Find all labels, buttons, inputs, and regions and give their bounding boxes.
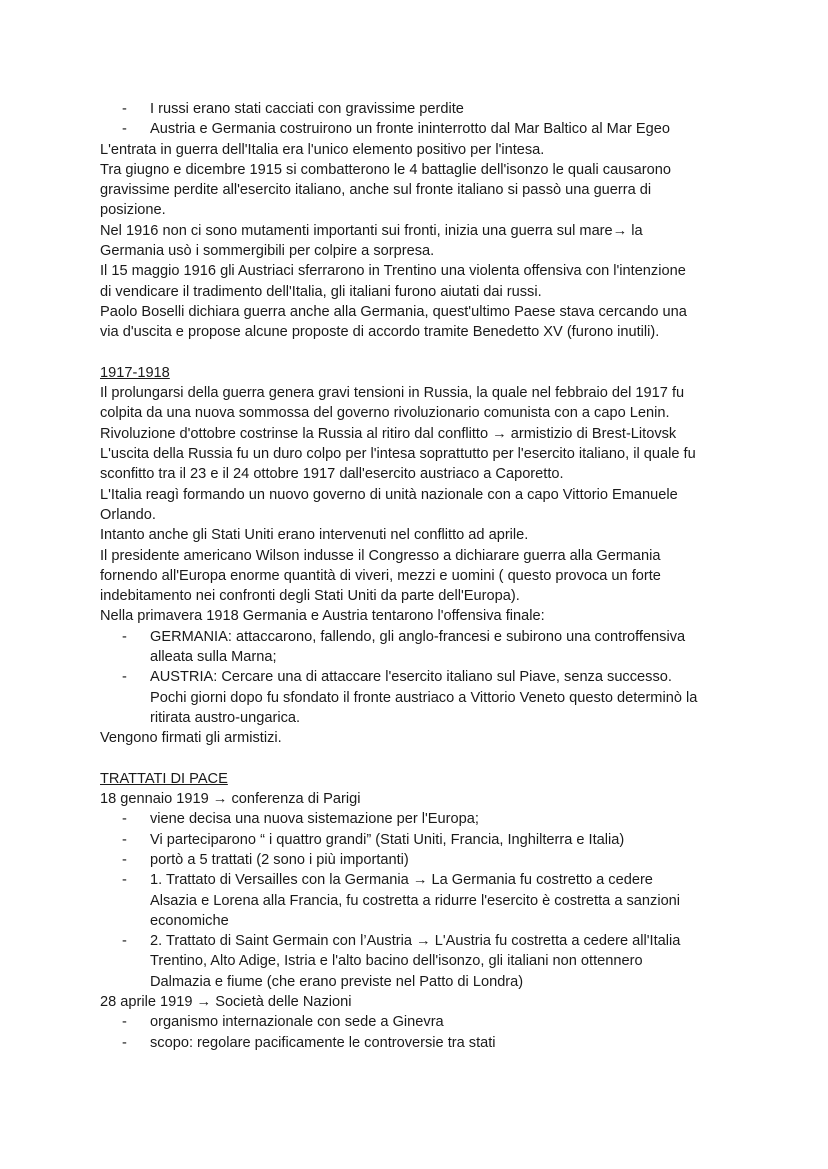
bullet-dash: -	[122, 811, 127, 828]
paragraph-line: Germania usò i sommergibili per colpire a sorpresa.	[100, 243, 435, 260]
bullet-dash: -	[122, 669, 127, 686]
treaty-bullet-saint-germain: - 2. Trattato di Saint Germain con l’Austria → L'Austria fu costretta a cedere all'Italia	[100, 931, 730, 951]
bullet-continuation: Alsazia e Lorena alla Francia, fu costretta a ridurre l'esercito è costretta a sanzioni	[150, 892, 681, 909]
intro-bullet: - Austria e Germania costruirono un fronte ininterrotto dal Mar Baltico al Mar Egeo	[100, 119, 730, 139]
offensive-bullet-germania: - GERMANIA: attaccarono, fallendo, gli anglo-francesi e subirono una controffensiva	[100, 627, 730, 647]
bullet-continuation: ritirata austro-ungarica.	[150, 709, 301, 726]
treaty-bullet: - Vi parteciparono “ i quattro grandi” (Stati Uniti, Francia, Inghilterra e Italia)	[100, 830, 730, 850]
league-bullet: - organismo internazionale con sede a Ginevra	[100, 1012, 730, 1032]
paragraph-line: Il presidente americano Wilson indusse il Congresso a dichiarare guerra alla Germania	[100, 547, 661, 564]
paragraph-line: Paolo Boselli dichiara guerra anche alla Germania, quest'ultimo Paese stava cercando una	[100, 303, 687, 320]
section-heading-trattati: TRATTATI DI PACE	[100, 770, 228, 787]
paragraph-line: gravissime perdite all'esercito italiano, anche sul fronte italiano si passò una guerra di	[100, 182, 652, 199]
paragraph-line: sconfitto tra il 23 e il 24 ottobre 1917 dall'esercito austriaco a Caporetto.	[100, 466, 564, 483]
bullet-dash: -	[122, 1014, 127, 1031]
paragraph-line: Il prolungarsi della guerra genera gravi tensioni in Russia, la quale nel febbraio del 1917 fu	[100, 385, 685, 402]
bullet-continuation: Trentino, Alto Adige, Istria e l'alto bacino dell'isonzo, gli italiani non ottennero	[150, 953, 643, 970]
paragraph-line: Tra giugno e dicembre 1915 si combatterono le 4 battaglie dell'isonzo le quali causarono	[100, 161, 671, 178]
paragraph-line: Nella primavera 1918 Germania e Austria tentarono l'offensiva finale:	[100, 608, 545, 625]
paragraph-line: L'Italia reagì formando un nuovo governo di unità nazionale con a capo Vittorio Emanuele	[100, 486, 678, 503]
paragraph-line: Rivoluzione d'ottobre costrinse la Russia al ritiro dal conflitto → armistizio di Brest-Litovsk	[100, 425, 677, 442]
paragraph-line: Intanto anche gli Stati Uniti erano intervenuti nel conflitto ad aprile.	[100, 527, 529, 544]
bullet-dash: -	[122, 851, 127, 868]
bullet-dash: -	[122, 933, 127, 950]
section-heading-1917-1918: 1917-1918	[100, 364, 170, 381]
paragraph-line: L'uscita della Russia fu un duro colpo per l'intesa soprattutto per l'esercito italiano, il quale fu	[100, 446, 696, 463]
paragraph-line: Vengono firmati gli armistizi.	[100, 730, 282, 747]
paragraph-line: Nel 1916 non ci sono mutamenti importanti sui fronti, inizia una guerra sul mare→ la	[100, 222, 643, 239]
paragraph-line: Il 15 maggio 1916 gli Austriaci sferrarono in Trentino una violenta offensiva con l'intenzione	[100, 263, 686, 280]
bullet-dash: -	[122, 1034, 127, 1051]
event-line: 18 gennaio 1919 → conferenza di Parigi	[100, 791, 361, 808]
treaty-bullet-versailles: - 1. Trattato di Versailles con la Germania → La Germania fu costretto a cedere	[100, 870, 730, 890]
spacer	[100, 749, 730, 769]
bullet-continuation: economiche	[150, 912, 229, 929]
paragraph-line: Orlando.	[100, 506, 156, 523]
league-bullet: - scopo: regolare pacificamente le controversie tra stati	[100, 1033, 730, 1053]
event-line: 28 aprile 1919 → Società delle Nazioni	[100, 994, 352, 1011]
bullet-dash: -	[122, 872, 127, 889]
bullet-dash: -	[122, 101, 127, 117]
paragraph-line: di vendicare il tradimento dell'Italia, gli italiani furono aiutati dai russi.	[100, 283, 542, 300]
document-page	[100, 99, 730, 1053]
spacer	[100, 343, 730, 363]
paragraph-line: posizione.	[100, 202, 166, 219]
paragraph-line: colpita da una nuova sommossa del governo rivoluzionario comunista con a capo Lenin.	[100, 405, 670, 422]
bullet-continuation: Dalmazia e fiume (che erano previste nel Patto di Londra)	[150, 973, 524, 990]
treaty-bullet: - portò a 5 trattati (2 sono i più importanti)	[100, 850, 730, 870]
treaty-bullet: - viene decisa una nuova sistemazione per l'Europa;	[100, 809, 730, 829]
intro-bullet: - I russi erano stati cacciati con gravissime perdite	[100, 99, 730, 119]
paragraph-line: fornendo all'Europa enorme quantità di viveri, mezzi e uomini ( questo provoca un forte	[100, 567, 661, 584]
offensive-bullet-austria: - AUSTRIA: Cercare una di attaccare l'esercito italiano sul Piave, senza successo.	[100, 667, 730, 687]
paragraph-line: via d'uscita e propose alcune proposte di accordo tramite Benedetto XV (furono inutili).	[100, 324, 660, 341]
bullet-continuation: Pochi giorni dopo fu sfondato il fronte austriaco a Vittorio Veneto questo determinò la	[150, 689, 698, 706]
paragraph-line: L'entrata in guerra dell'Italia era l'unico elemento positivo per l'intesa.	[100, 141, 545, 158]
bullet-dash: -	[122, 628, 127, 645]
bullet-continuation: alleata sulla Marna;	[150, 649, 277, 666]
paragraph-line: indebitamento nei confronti degli Stati Uniti da parte dell'Europa).	[100, 588, 520, 605]
bullet-dash: -	[122, 121, 127, 138]
bullet-dash: -	[122, 831, 127, 848]
